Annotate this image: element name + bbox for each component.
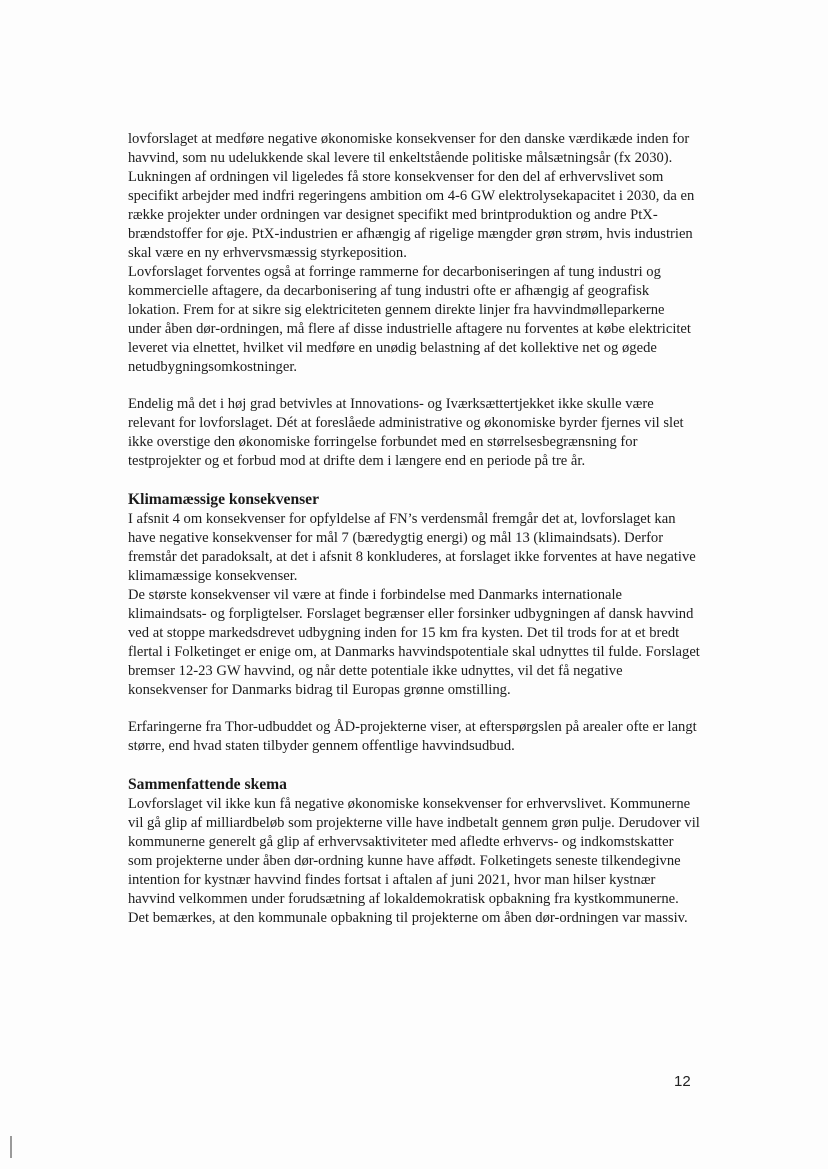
paragraph-ptx-consequences: Lukningen af ordningen vil ligeledes få store konsekvenser for den del af erhvervslivet som specifikt arbejder med indfri regeringens ambition om 4-6 GW elektrolysekapacitet i 2030, da en række projekter under ordningen var designet specifikt med brintproduktion og andre PtX-brændstoffer for øje. PtX-industrien er afhængig af rigelige mængder grøn strøm, hvis industrien skal være en ny erhvervsmæssig styrkeposition. [128, 169, 695, 261]
scan-artifact-mark [10, 1136, 12, 1158]
paragraph-consequences-value-chain: lovforslaget at medføre negative økonomiske konsekvenser for den danske værdikæde inden for havvind, som nu udelukkende skal levere til enkeltstående politiske målsætningsår (fx 2030). [128, 131, 690, 166]
page-number: 12 [674, 1073, 691, 1090]
paragraph-innovation-check: Endelig må det i høj grad betvivles at Innovations- og Iværksættertjekket ikke skulle være relevant for lovforslaget. Dét at foreslåede administrative og økonomiske byrder fjernes vil slet ikke overstige den økonomiske forringelse forbundet med en størrelsesbegrænsning for testprojekter og et forbud mod at drifte dem i længere end en periode på tre år. [128, 396, 684, 469]
paragraph-summary: Lovforslaget vil ikke kun få negative økonomiske konsekvenser for erhvervslivet. Kommunerne vil gå glip af milliardbeløb som projekterne ville have indbetalt gennem grøn pulje. Derudover vil kommunerne generelt gå glip af erhvervsaktiviteter med afledte erhvervs- og indkomstskatter som projekterne under åben dør-ordning kunne have affødt. Folketingets seneste tilkendegivne intention for kystnær havvind findes fortsat i aftalen af juni 2021, hvor man hilser kystnær havvind velkommen under forudsætning af lokaldemokratisk opbakning fra kystkommunerne. Det bemærkes, at den kommunale opbakning til projekterne om åben dør-ordningen var massiv. [128, 796, 700, 926]
paragraph-thor-experience: Erfaringerne fra Thor-udbuddet og ÅD-projekterne viser, at efterspørgslen på arealer ofte er langt større, end hvad staten tilbyder gennem offentlige havvindsudbud. [128, 719, 697, 754]
paragraph-international-obligations: De største konsekvenser vil være at finde i forbindelse med Danmarks internationale klimaindsats- og forpligtelser. Forslaget begrænser eller forsinker udbygningen af dansk havvind ved at stoppe markedsdrevet udbygning inden for 15 km fra kysten. Det til trods for at et bredt flertal i Folketinget er enige om, at Danmarks havvindspotentiale skal udnyttes til fulde. Forslaget bremser 12-23 GW havvind, og når dette potentiale ikke udnyttes, vil det få negative konsekvenser for Danmarks bidrag til Europas grønne omstilling. [128, 587, 700, 698]
heading-climate-consequences: Klimamæssige konsekvenser [128, 491, 320, 508]
paragraph-sdg-consequences: I afsnit 4 om konsekvenser for opfyldelse af FN’s verdensmål fremgår det at, lovforslaget kan have negative konsekvenser for mål 7 (bæredygtig energi) og mål 13 (klimaindsats). Derfor fremstår det paradoksalt, at det i afsnit 8 konkluderes, at forslaget ikke forventes at have negative klimamæssige konsekvenser. [128, 511, 696, 584]
heading-summary-scheme: Sammenfattende skema [128, 776, 287, 793]
paragraph-heavy-industry: Lovforslaget forventes også at forringe rammerne for decarboniseringen af tung industri og kommercielle aftagere, da decarbonisering af tung industri ofte er afhængig af geografisk lokation. Frem for at sikre sig elektriciteten gennem direkte linjer fra havvindmølleparkerne under åben dør-ordningen, må flere af disse industrielle aftagere nu forventes at købe elektricitet leveret via elnettet, hvilket vil medføre en unødig belastning af det kollektive net og øgede netudbygningsomkostninger. [128, 264, 691, 375]
page-body [128, 130, 700, 928]
